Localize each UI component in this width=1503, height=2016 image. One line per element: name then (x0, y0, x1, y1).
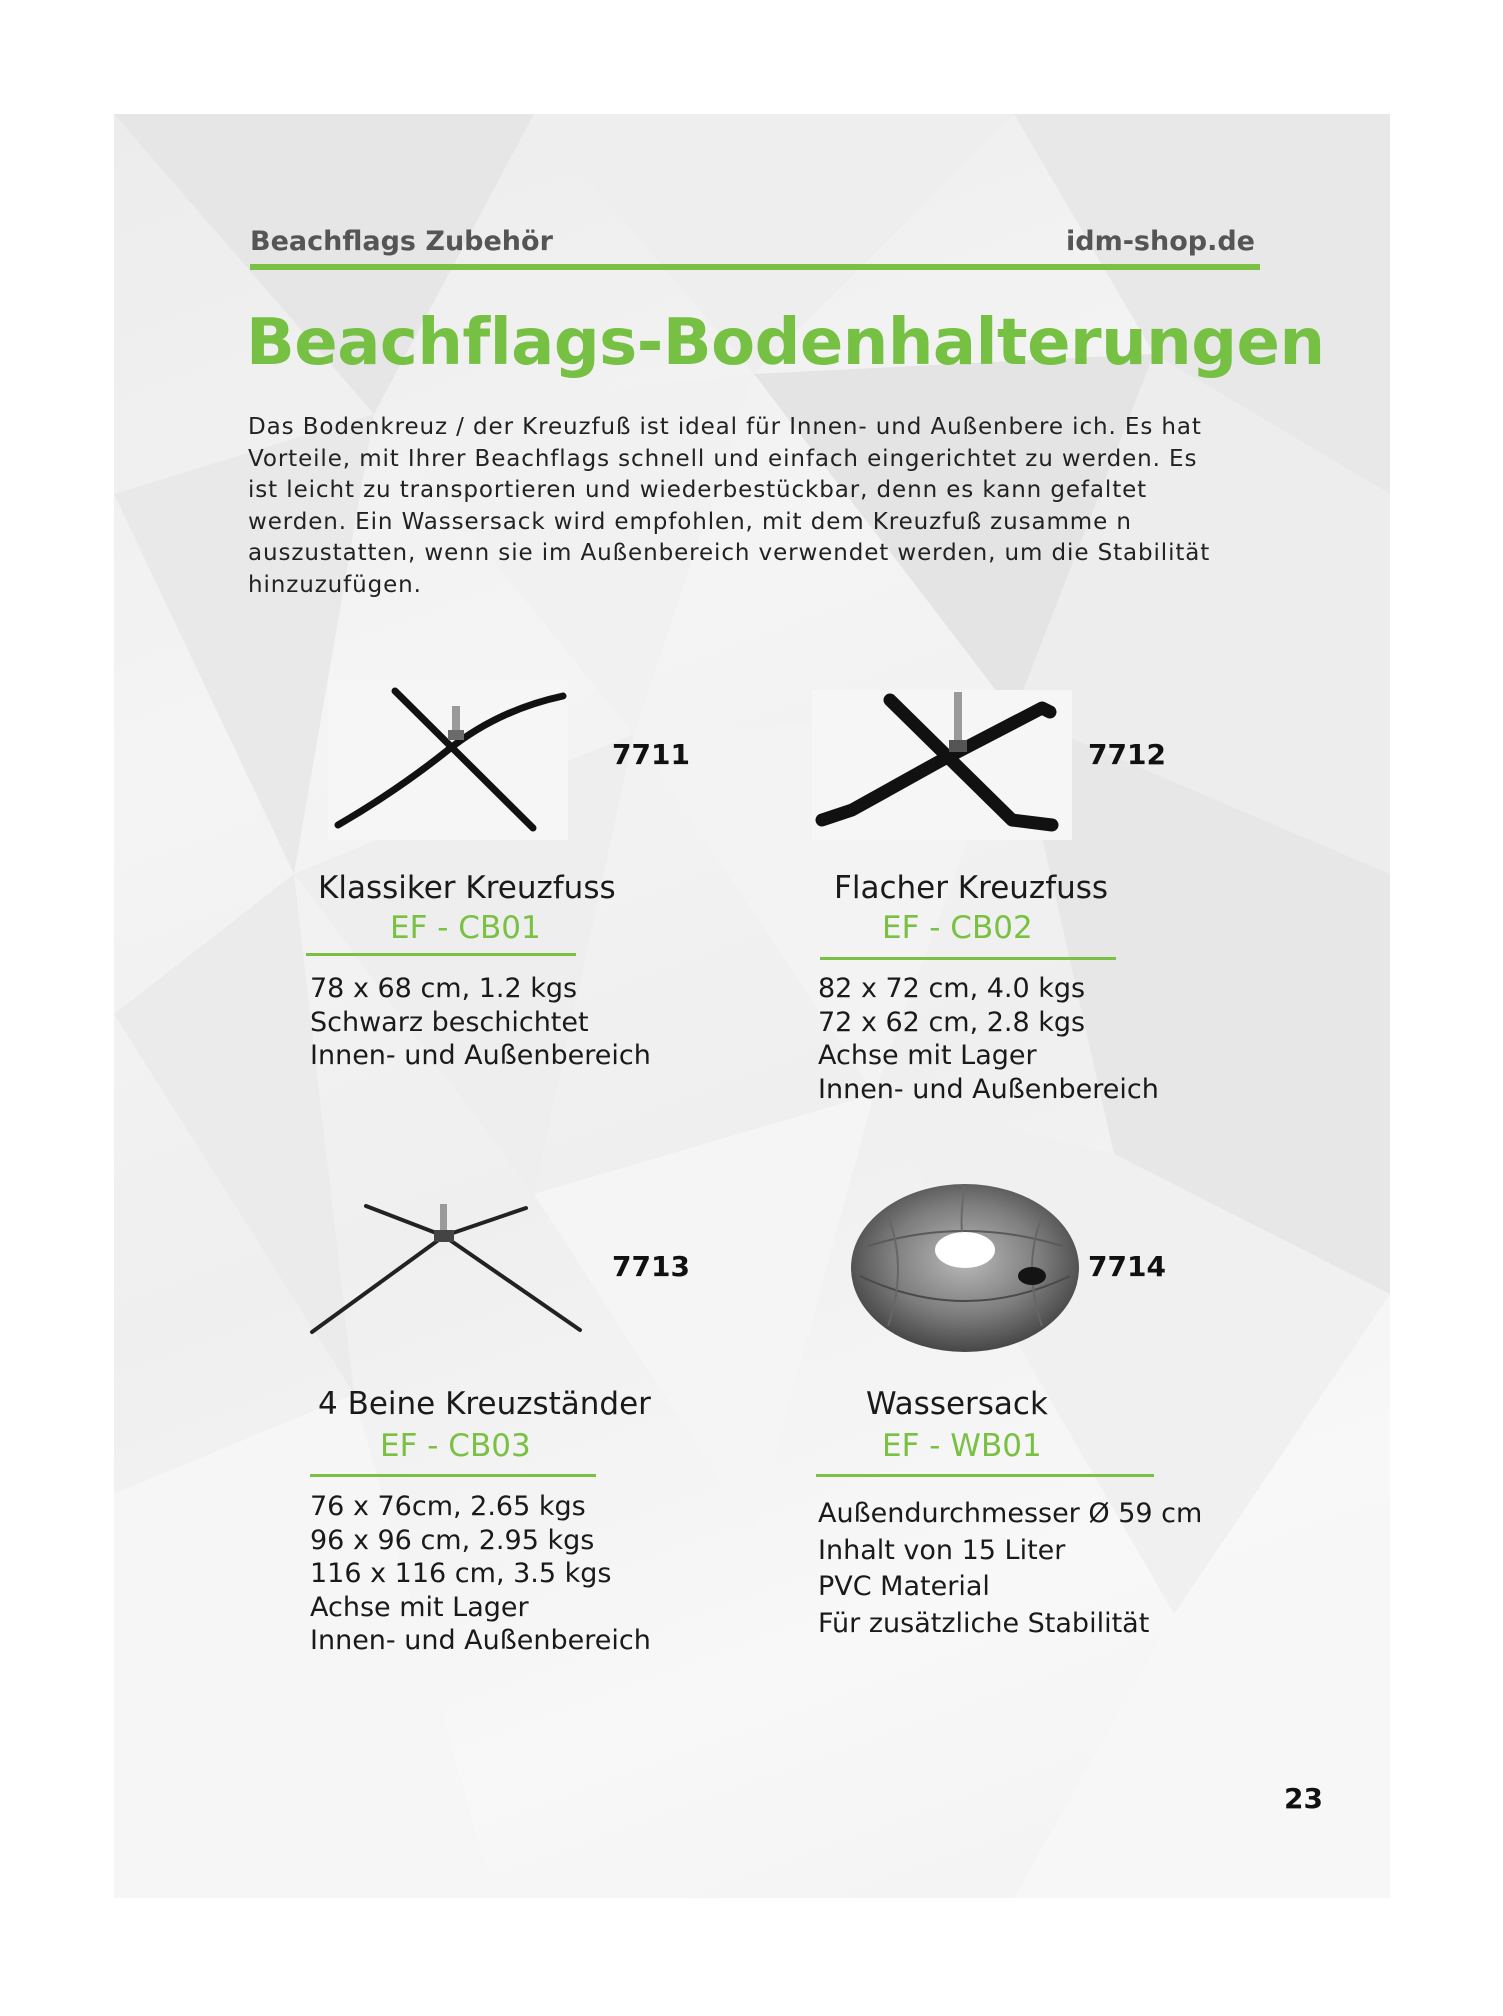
product-code: 7713 (612, 1250, 690, 1283)
product-name: Flacher Kreuzfuss (834, 870, 1109, 906)
product-specs (818, 1496, 1202, 1642)
spec-item: 96 x 96 cm, 2.95 kgs (310, 1524, 595, 1556)
product-name: 4 Beine Kreuzständer (318, 1386, 651, 1422)
product-specs (310, 972, 651, 1073)
product-code: 7711 (612, 738, 690, 771)
product-specs (310, 1490, 651, 1658)
spec-item: PVC Material (818, 1571, 990, 1602)
flat-cross-base-icon (812, 690, 1072, 840)
spec-item: Achse mit Lager (818, 1040, 1037, 1071)
page-title: Beachflags-Bodenhalterungen (246, 306, 1325, 380)
product-reference: EF - CB03 (380, 1428, 531, 1464)
product-code: 7712 (1088, 738, 1166, 771)
intro-line: Vorteile, mit Ihrer Beachflags schnell und einfach eingerichtet zu werden. Es (248, 445, 1198, 472)
spec-item: 116 x 116 cm, 3.5 kgs (310, 1558, 612, 1589)
page-number: 23 (1284, 1782, 1323, 1815)
spec-item: Innen- und Außenbereich (818, 1073, 1159, 1105)
product-code: 7714 (1088, 1250, 1166, 1283)
spec-item: Inhalt von 15 Liter (818, 1534, 1066, 1566)
spec-item: 82 x 72 cm, 4.0 kgs (818, 973, 1086, 1004)
product-reference: EF - CB02 (882, 910, 1033, 946)
intro-line: ist leicht zu transportieren und wiederbestückbar, denn es kann gefaltet (248, 477, 1148, 503)
product-divider (820, 957, 1116, 960)
water-bag-icon (848, 1176, 1082, 1356)
spec-item: 76 x 76cm, 2.65 kgs (310, 1491, 586, 1522)
product-specs (818, 972, 1159, 1106)
spec-item: 72 x 62 cm, 2.8 kgs (818, 1006, 1086, 1038)
spec-item: Für zusätzliche Stabilität (818, 1607, 1150, 1639)
spec-item: Schwarz beschichtet (310, 1006, 589, 1038)
product-name: Wassersack (866, 1386, 1048, 1422)
spec-item: Innen- und Außenbereich (310, 1040, 651, 1071)
cross-base-icon (328, 680, 568, 840)
product-reference: EF - CB01 (390, 910, 541, 946)
product-divider (306, 953, 576, 956)
product-divider (310, 1474, 596, 1477)
spec-item: 78 x 68 cm, 1.2 kgs (310, 973, 578, 1004)
header-divider (250, 264, 1260, 270)
spec-item: Innen- und Außenbereich (310, 1625, 651, 1656)
product-divider (816, 1474, 1154, 1477)
intro-line: hinzuzufügen. (248, 571, 422, 598)
section-header: Beachflags Zubehör (250, 226, 553, 257)
product-name: Klassiker Kreuzfuss (318, 870, 616, 906)
intro-line: werden. Ein Wassersack wird empfohlen, mit dem Kreuzfuß zusamme n (248, 508, 1132, 535)
intro-line: Das Bodenkreuz / der Kreuzfuß ist ideal für Innen- und Außenbere ich. Es hat (248, 414, 1202, 440)
site-header: idm-shop.de (1066, 226, 1255, 257)
spec-item: Achse mit Lager (310, 1591, 529, 1623)
product-reference: EF - WB01 (882, 1428, 1042, 1464)
four-leg-stand-icon (306, 1196, 586, 1336)
intro-paragraph (248, 412, 1268, 601)
intro-line: auszustatten, wenn sie im Außenbereich verwendet werden, um die Stabilität (248, 540, 1211, 566)
spec-item: Außendurchmesser Ø 59 cm (818, 1498, 1203, 1529)
